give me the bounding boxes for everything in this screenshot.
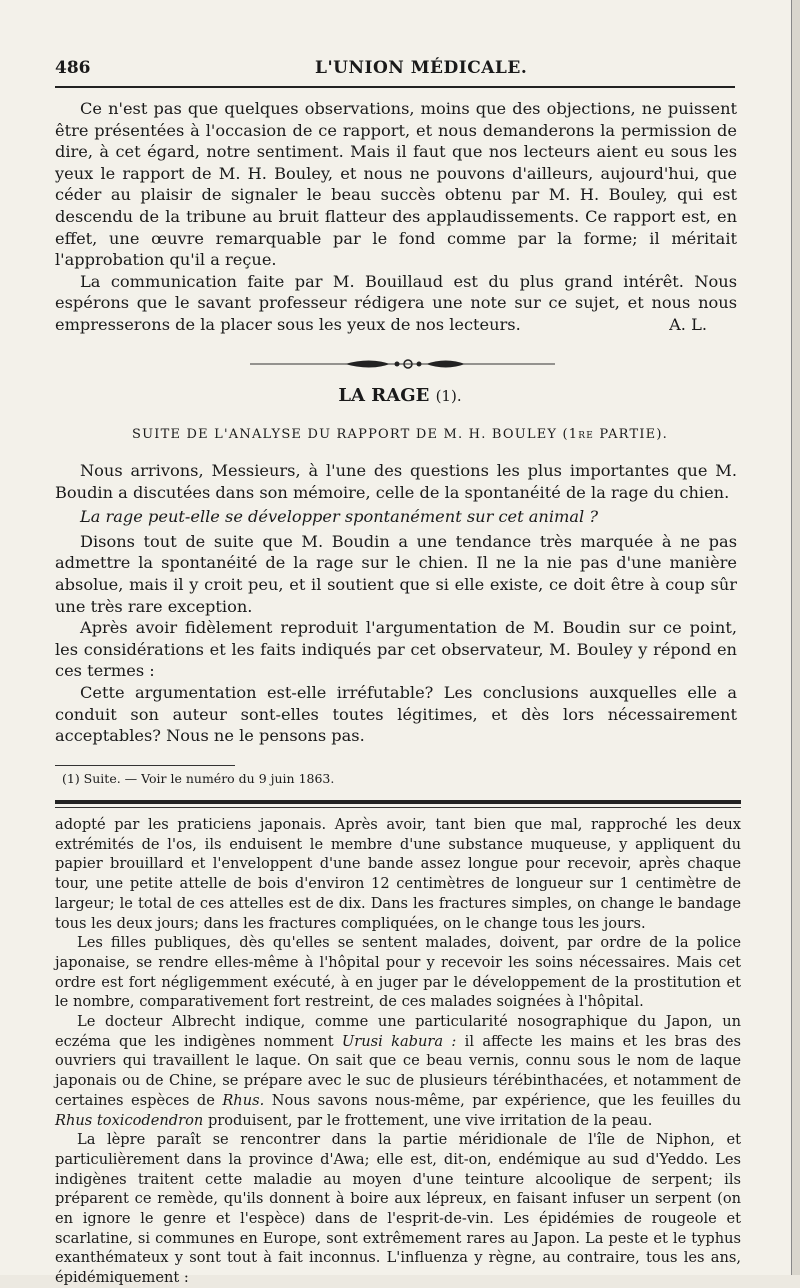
article-paragraph-4: Cette argumentation est-elle irréfutable? Les conclusions auxquelles elle a conduit son auteur sont-elles toutes légitimes, et dès lors nécessairement acceptables? Nous ne le pensons pas. — [55, 682, 737, 746]
ornament-divider — [250, 357, 555, 371]
article-title — [0, 385, 800, 406]
lower-p3-part-a: Le docteur Albrecht indique, comme une particularité nosographique du Japon, un eczéma que les indigènes nomment — [55, 1013, 741, 1050]
article-title-note: (1). — [435, 387, 462, 405]
running-title: L'UNION MÉDICALE. — [315, 58, 528, 78]
lower-p3-term: Urusi kabura : — [341, 1032, 457, 1050]
footnote-rule — [55, 765, 235, 766]
footnote: (1) Suite. — Voir le numéro du 9 juin 1863. — [62, 771, 335, 786]
article-question: La rage peut-elle se développer spontanément sur cet animal ? — [80, 507, 599, 527]
article-paragraph-1: Nous arrivons, Messieurs, à l'une des questions les plus importantes que M. Boudin a discutées dans son mémoire, celle de la spontanéité de la rage du chien. — [55, 461, 737, 502]
article-body — [55, 460, 737, 747]
article-paragraph-2: Disons tout de suite que M. Boudin a une tendance très marquée à ne pas admettre la spontanéité de la rage sur le chien. Il ne la nie pas d'une manière absolue, mais il y croit peu, et il soutient que si elle existe, ce doit être à coup sûr une très rare exception. — [55, 531, 737, 616]
lower-paragraph-4: La lèpre paraît se rencontrer dans la partie méridionale de l'île de Niphon, et particulièrement dans la province d'Awa; elle est, dit-on, endémique au sud d'Yeddo. Les indigènes traitent cette maladie au moyen d'une teinture alcoolique de serpent; ils préparent ce remède, qu'ils donnent à boire aux lépreux, en faisant infuser un serpent (on en ignore le genre et l'espèce) dans de l'esprit-de-vin. Les épidémies de rougeole et scarlatine, si communes en Europe, sont extrêmement rares au Japon. La peste et le typhus exanthémateux y sont tout à fait inconnus. L'influenza y règne, au contraire, tous les ans, épidémiquement : — [55, 1131, 741, 1287]
article-subtitle: SUITE DE L'ANALYSE DU RAPPORT DE M. H. BOULEY (1re PARTIE). — [132, 427, 668, 442]
intro-signature: A. L. — [669, 314, 707, 334]
intro-paragraph-1: Ce n'est pas que quelques observations, moins que des objections, ne puissent être présentées à l'occasion de ce rapport, et nous demanderons la permission de dire, à cet égard, notre sentiment. Mais il faut que nos lecteurs aient eu sous les yeux le rapport de M. H. Bouley, et nous ne pouvons d'ailleurs, aujourd'hui, que céder au plaisir de signaler le beau succès obtenu par M. H. Bouley, qui est descendu de la tribune au bruit flatteur des applaudissements. Ce rapport est, en effet, une œuvre remarquable par le fond comme par la forme; il méritait l'approbation qu'il a reçue. — [55, 99, 737, 270]
intro-paragraph-2 — [55, 271, 737, 336]
lower-paragraph-1: adopté par les praticiens japonais. Après avoir, tant bien que mal, rapproché les deux extrémités de l'os, ils enduisent le membre d'une substance muqueuse, y appliquent du papier brouillard et l'enveloppent d'une bande assez longue pour recevoir, après chaque tour, une petite attelle de bois d'environ 12 centimètres de longueur sur 1 centimètre de largeur; le total de ces attelles est de dix. Dans les fractures simples, on change le bandage tous les deux jours; dans les fractures compliquées, on le change tous les jours. — [55, 816, 741, 932]
lower-paragraph-2: Les filles publiques, dès qu'elles se sentent malades, doivent, par ordre de la police japonaise, se rendre elles-même à l'hôpital pour y recevoir les soins nécessaires. Mais cet ordre est fort négligemment exécuté, à en juger par le développement de la prostitution et le nombre, comparativement fort restreint, de ces malades soignées à l'hôpital. — [55, 934, 741, 1011]
article-paragraph-3: Après avoir fidèlement reproduit l'argumentation de M. Boudin sur ce point, les considérations et les faits indiqués par cet observateur, M. Bouley y répond en ces termes : — [55, 618, 737, 681]
section-separator-thick — [55, 800, 741, 804]
lower-p3-part-c: Nous savons nous-même, par expérience, que les feuilles du — [264, 1091, 741, 1109]
lower-paragraph-3 — [55, 1012, 741, 1130]
section-separator-thin — [55, 807, 741, 808]
header-rule — [55, 86, 735, 88]
page-number: 486 — [55, 58, 91, 78]
page-edge — [791, 0, 800, 1275]
lower-p3-part-d: produisent, par le frottement, une vive irritation de la peau. — [203, 1111, 653, 1129]
article-title-text: LA RAGE — [338, 385, 430, 406]
page-header — [55, 58, 735, 88]
intro-paragraph-2-text: La communication faite par M. Bouillaud est du plus grand intérêt. Nous espérons que le savant professeur rédigera une note sur ce sujet, et nous nous empresserons de la placer sous les yeux de nos lecteurs. — [55, 271, 737, 334]
lower-section — [55, 815, 741, 1288]
lower-p3-rhus-tox: Rhus toxicodendron — [55, 1111, 204, 1129]
lower-p3-rhus: Rhus. — [222, 1091, 265, 1109]
lower-p3-part-b: il affecte les mains et les bras des ouvriers qui travaillent le laque. On sait que ce beau vernis, connu sous le nom de laque japonais ou de Chine, se prépare avec le suc de plusieurs térébinthacées, et notamment de certaines espèces de — [55, 1032, 741, 1109]
intro-section — [55, 98, 737, 336]
